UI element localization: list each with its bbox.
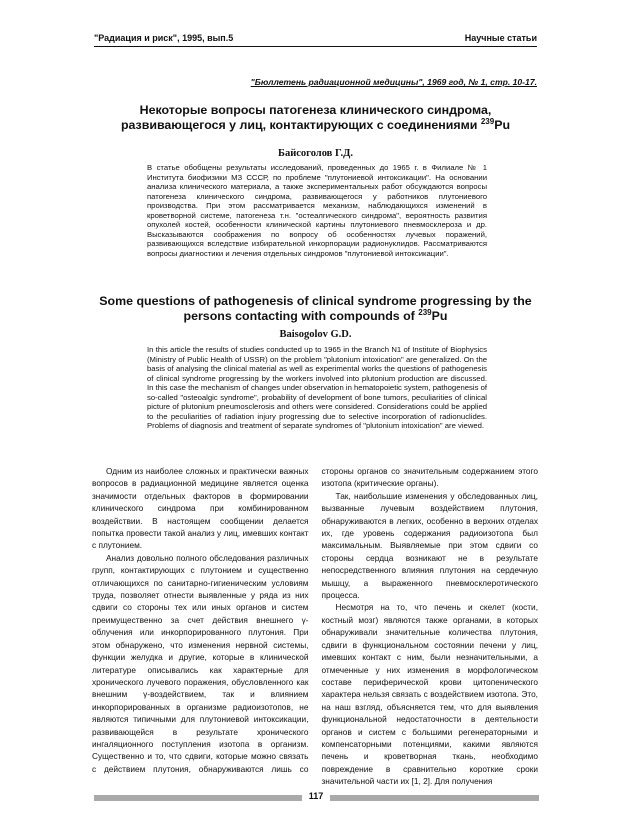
russian-title-isotope-symbol: Pu (494, 117, 511, 132)
body-paragraph: Так, наибольшие изменения у обследованных лиц, вызванные лучевым воздействием плутония, обнаруживаются в легких, особенно в верхних отделах их, где уровень содержания радиоизотопа был максимальным. Выявляемые при этом сдвиги со стороны сердца возникают не в результате непосредственного влияния плутония на сердечную мышцу, а выраженного пневмосклеротического процесса. (321, 490, 538, 601)
russian-title-isotope-mass: 239 (480, 116, 495, 126)
source-reference: "Бюллетень радиационной медицины", 1969 год, № 1, стр. 10-17. (250, 77, 537, 87)
english-title-isotope-symbol: Pu (431, 308, 448, 323)
page-number: 117 (308, 791, 324, 801)
body-paragraph: Одним из наиболее сложных и практически важных вопросов в радиационной медицине является оценка значимости отдельных факторов в формировании клинического синдрома при комбинированном воздействии. В настоящем сообщении делается попытка провести такой анализ у лиц, имевших контакт с плутонием. (92, 466, 309, 551)
english-abstract: In this article the results of studies conducted up to 1965 in the Branch N1 of Institute of Biophysics (Ministry of Public Health of USSR) on the problem "plutonium intoxication" are generalized. On the basis of analysing the clinical material as well as experimental works the questions of pathogenesis of clinical syndrome progressing by the workers involved into plutonium production are discussed. In this case the mechanism of changes under observation in hematopoietic system, pathogenesis of so-called "osteoalgic syndrome", probability of development of bone tumors, peculiarities of clinical picture of plutonium pneumosclerosis and others were considered. Considerations could be applied to the peculiarities of radiation injury progressing due to selective incorporation of radionuclides. Problems of diagnosis and treatment of separate syndromes of "plutonium intoxication" are viewed. (147, 345, 487, 430)
russian-title (94, 103, 537, 132)
body-paragraph: Несмотря на то, что печень и скелет (кости, костный мозг) являются также органами, в которых обнаруживали значительные количества плутония, сдвиги в функциональном состоянии печени у лиц, имевших контакт с ним, были незначительными, а отмеченные у них изменения в морфологическом составе периферической крови цитопенического характера нельзя связать с воздействием изотопа. Это, на наш взгляд, объясняется тем, что для выявления функциональной недостаточности в деятельности органов и систем с большими регенераторными и компенсаторными потенциями, какими являются печень и кроветворная ткань, необходимо повреждение в сравнительно короткие сроки значительной части их [1, 2]. Для получения (321, 602, 538, 787)
section-header: Научные статьи (464, 33, 537, 43)
russian-author: Байсоголов Г.Д. (278, 148, 353, 159)
header-rule (94, 46, 537, 47)
english-author: Baisogolov G.D. (279, 329, 352, 340)
body-paragraph: Анализ довольно полного обследования различных групп, контактирующих с плутонием и существенно отличающихся по санитарно-гигиеническим условиям труда, позволяет отнести выявленные у ряда из них сдвиги со стороны тех или иных органов и систем преимущественно за счет действия внешнего γ-облучения или инкорпорированного плутония. При этом обнаружено, что изменения нервной системы, функции желудка и другие, которые в клинической литературе описывались как характерные для хронического лучевого поражения, обусловленного как внешним γ-воздействием, так и влиянием инкорпорированных в организме радиоизотопов, не являются типичными для плутониевой интоксикации, развивающейся в результате хронического ингаляционного поступления изотопа в организм. Существенно и то, что сдвиги, которые можно связать с действием плутония, обнаруживаются лишь со стороны органов со значительным содержанием этого изотопа (критические органы). (92, 466, 538, 774)
english-title-text: Some questions of pathogenesis of clinical syndrome progressing by the persons contacting with compounds of (99, 294, 532, 323)
english-title (94, 294, 537, 323)
footer-bar-left (94, 795, 302, 801)
russian-title-text: Некоторые вопросы патогенеза клинического синдрома, развивающегося у лиц, контактирующих с соединениями (120, 103, 492, 132)
footer-bar-right (330, 795, 539, 801)
english-title-isotope-mass: 239 (418, 307, 432, 317)
russian-abstract: В статье обобщены результаты исследований, проведенных до 1965 г. в Филиале № 1 Института биофизики МЗ СССР, по проблеме "плутониевой интоксикации". На основании анализа клинического материала, а также экспериментальных работ обсуждаются вопросы патогенеза клинического синдрома, развивающегося у работников плутониевого производства. При этом рассматривается механизм, наблюдающихся изменений в кроветворной системе, патогенеза т.н. "остеалгического синдрома", вероятность развития опухолей костей, особенности клинической картины плутониевого пневмосклероза и др. Высказываются соображения по вопросу об особенностях лучевых поражений, развивающихся вследствие избирательной инкорпорации радионуклидов. Рассматриваются вопросы диагностики и лечения отдельных синдромов "плутониевой интоксикации". (147, 163, 487, 258)
article-body (92, 465, 538, 798)
journal-header: "Радиация и риск", 1995, вып.5 (94, 33, 234, 43)
